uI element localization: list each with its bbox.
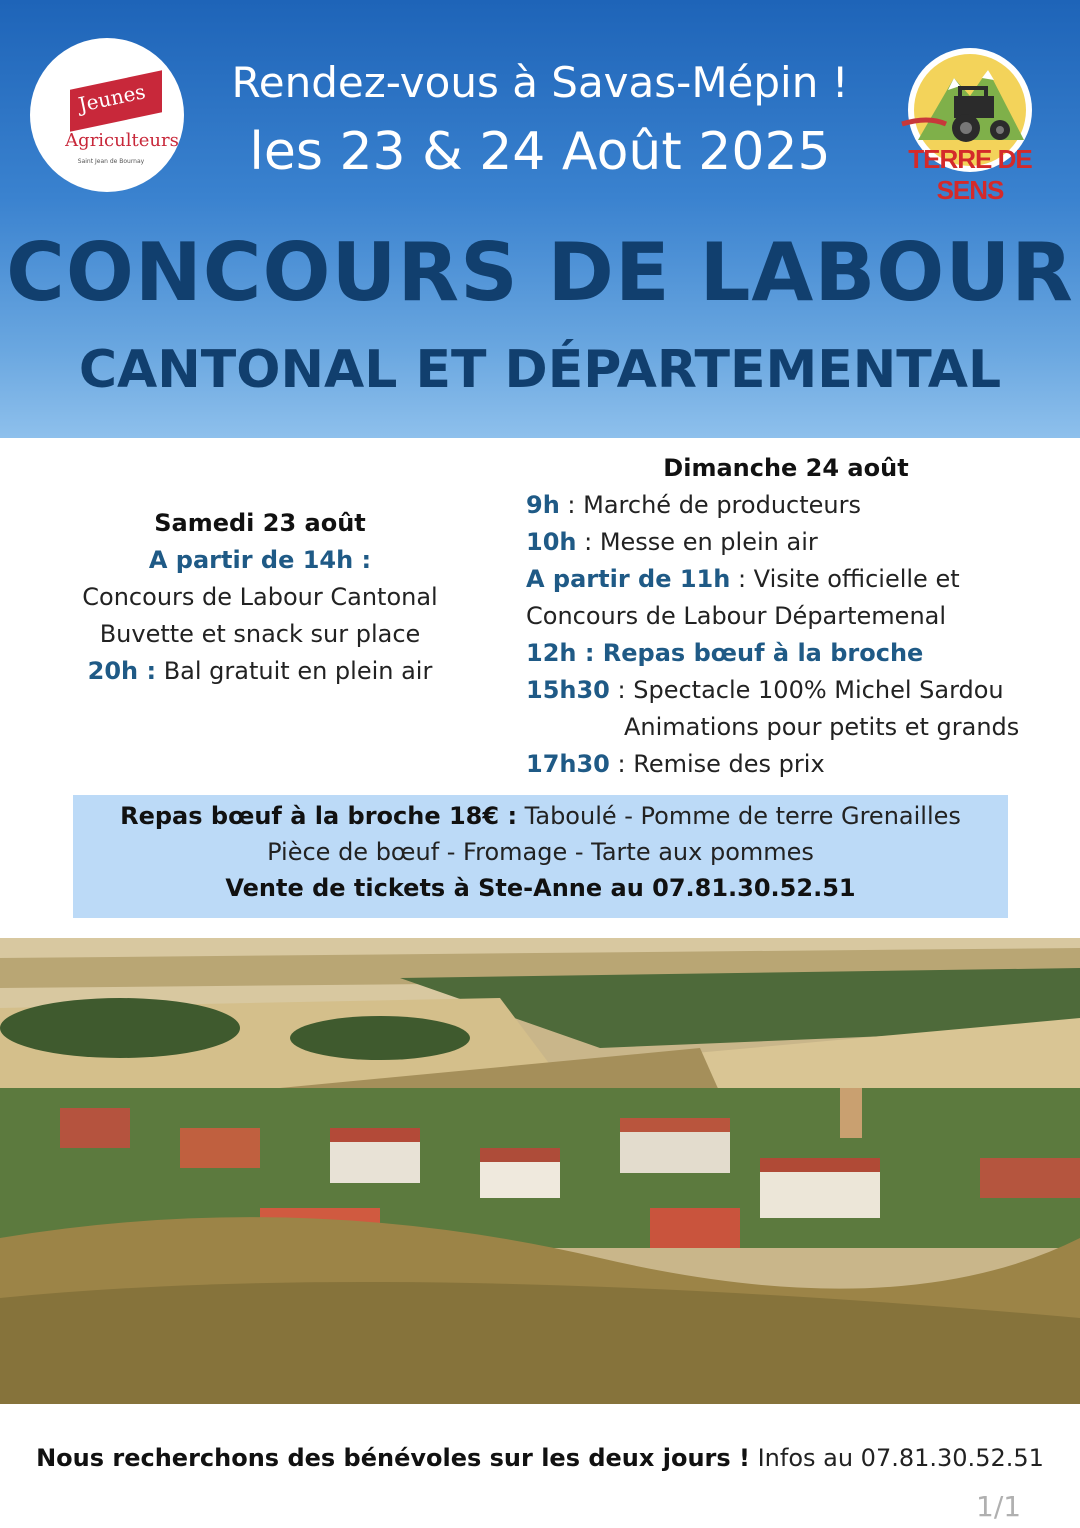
- logo-subtitle-text: Saint Jean de Bournay: [77, 158, 145, 165]
- volunteers-call: Nous recherchons des bénévoles sur les deux jours !: [36, 1444, 750, 1472]
- sunday-item-time: 9h: [526, 491, 560, 519]
- logo-jeunes-text: Jeunes: [76, 79, 148, 117]
- saturday-line-1: Concours de Labour Cantonal: [82, 583, 438, 611]
- saturday-evening-text: Bal gratuit en plein air: [156, 657, 433, 685]
- main-title: CONCOURS DE LABOUR: [6, 226, 1074, 319]
- meal-info-box: [73, 795, 1008, 918]
- sunday-program: [526, 450, 1074, 783]
- saturday-line-2: Buvette et snack sur place: [99, 620, 421, 648]
- terre-de-sens-text: TERRE DE SENS: [908, 144, 1032, 205]
- logo-agriculteurs-text: Agriculteurs: [65, 130, 179, 151]
- sunday-item: [526, 709, 1074, 746]
- page-indicator: 1/1: [976, 1490, 1022, 1523]
- sunday-item-time: 17h30: [526, 750, 610, 778]
- village-landscape-photo: [0, 938, 1080, 1404]
- sunday-title: Dimanche 24 août: [663, 454, 909, 482]
- ticket-info-text: Vente de tickets à Ste-Anne au 07.81.30.52.51: [225, 874, 856, 902]
- sunday-item-time: 10h: [526, 528, 577, 556]
- sunday-item-text: Animations pour petits et grands: [624, 713, 1020, 741]
- event-dates: les 23 & 24 Août 2025: [249, 122, 831, 182]
- sunday-item-text: : Remise des prix: [609, 750, 825, 778]
- sunday-item-text: : Spectacle 100% Michel Sardou: [609, 676, 1004, 704]
- main-subtitle: CANTONAL ET DÉPARTEMENTAL: [78, 340, 1002, 400]
- sunday-item-time: A partir de 11h: [526, 565, 731, 593]
- sunday-item: [526, 561, 1074, 598]
- sunday-item-time: 12h : Repas bœuf à la broche: [526, 639, 924, 667]
- sunday-item: [526, 635, 1074, 672]
- saturday-program: [40, 505, 480, 690]
- sunday-item-text: : Visite officielle et: [730, 565, 960, 593]
- sunday-item-text: : Messe en plein air: [576, 528, 818, 556]
- sunday-item: [526, 746, 1074, 783]
- sunday-item-text: Concours de Labour Départemenal: [526, 602, 947, 630]
- meal-line-2: Pièce de bœuf - Fromage - Tarte aux pommes: [267, 838, 814, 866]
- volunteers-info: Infos au 07.81.30.52.51: [749, 1444, 1044, 1472]
- meal-line-1-rest: Taboulé - Pomme de terre Grenailles: [517, 802, 961, 830]
- meal-line-1: [73, 798, 1008, 834]
- meal-label: Repas bœuf à la broche 18€ :: [120, 802, 518, 830]
- jeunes-agriculteurs-logo: [30, 38, 184, 192]
- sunday-item-time: 15h30: [526, 676, 610, 704]
- sunday-item: [526, 487, 1074, 524]
- saturday-start-time: A partir de 14h :: [148, 546, 372, 574]
- sunday-item: [526, 524, 1074, 561]
- volunteers-footer: [0, 1444, 1080, 1472]
- terre-de-sens-logo: [888, 44, 1052, 205]
- sunday-item-text: : Marché de producteurs: [559, 491, 861, 519]
- header-banner: [0, 0, 1080, 438]
- saturday-evening: [40, 653, 480, 690]
- sunday-item: [526, 672, 1074, 709]
- ticket-info: [73, 870, 1008, 906]
- saturday-evening-time: 20h :: [87, 657, 157, 685]
- rendezvous-text: Rendez-vous à Savas-Mépin !: [231, 58, 849, 107]
- saturday-title: Samedi 23 août: [154, 509, 366, 537]
- sunday-item: [526, 598, 1074, 635]
